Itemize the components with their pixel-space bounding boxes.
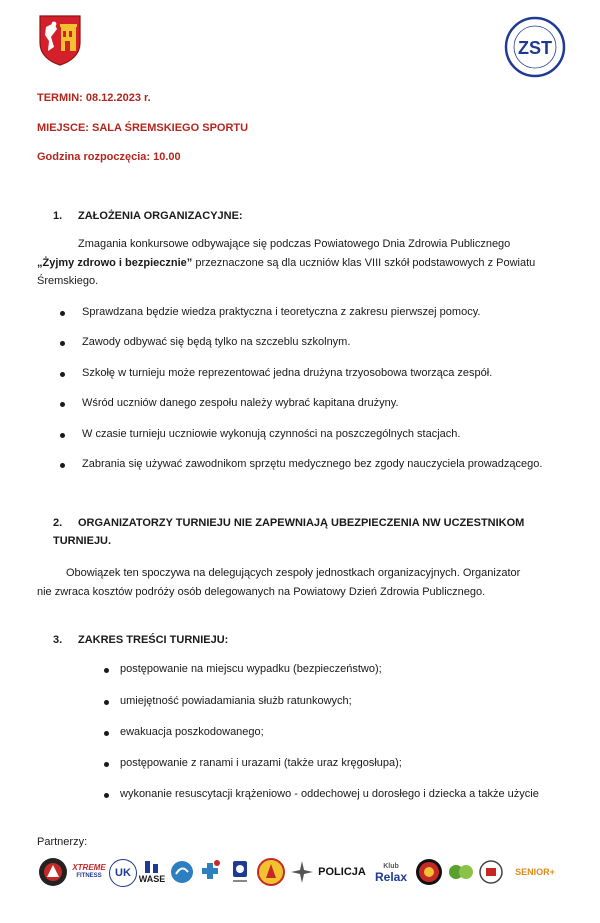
partner-logo-emblem	[478, 856, 504, 888]
partner-logo-sport	[169, 856, 195, 888]
partner-logo-star	[288, 856, 316, 888]
section-2-number: 2.	[53, 517, 63, 529]
section-2-title-line2: TURNIEJU.	[53, 535, 112, 547]
zst-logo-text: ZST	[518, 38, 552, 58]
partner-logo-bank	[227, 856, 253, 888]
document-page: ZST TERMIN: 08.12.2023 r. MIEJSCE: SALA ŚREMSKIEGO SPORTU Godzina rozpoczęcia: 10.00 1. ZAŁOŻENIA ORGANIZACYJNE: Zmagania konkursowe odbywające się podczas Powiatowego Dnia Zdrowia Publicznego „Żyjmy zdrowo i bezpiecznie” przeznaczone są dla uczniów klas VIII szkół podstawowych z Powiatu Śremskiego. Sprawdzana będzie wiedza praktyczna i teoretyczna z zakresu pierwszej pomocy. Zawody odbywać się będą tylko na szczeblu szkolnym. Szkołę w turnieju może reprezentować jedna drużyna trzyosobowa tworząca zespół. Wśród uczniów danego zespołu należy wybrać kapitana drużyny. W czasie turnieju uczniowie wykonują czynności na poszczególnych stacjach. Zabrania się używać zawodnikom sprzętu medycznego bez zgody nauczyciela prowadzącego. 2. ORGANIZATORZY TURNIEJU NIE ZAPEWNIAJĄ UBEZPIECZENIA NW UCZESTNIKOM TURNIEJU. Obowiązek ten spoczywa na delegujących zespoły jednostkach organizacyjnych. Organizator nie zwraca kosztów podróży osób delegowanych na Powiatowy Dzień Zdrowia Publicznego. 3. ZAKRES TREŚCI TURNIEJU: postępowanie na miejscu wypadku (bezpieczeństwo); umiejętność powiadamiania służb ratunkowych; ewakuacja poszkodowanego; postępowanie z ranami i urazami (także uraz kręgosłupa); wykonanie resuscytacji krążeniowo - oddechowej u dorosłego i dziecka a także użycie Partnerzy: XTREME FITNESS UK WASE POLICJA Klub Relax SENIOR+	[0, 0, 600, 923]
zst-school-logo	[504, 16, 566, 78]
section-2-body-line2: nie zwraca kosztów podróży osób delegowanych na Powiatowy Dzień Zdrowia Publicznego.	[37, 586, 486, 598]
section-1-intro-line3: Śremskiego.	[37, 275, 99, 287]
bullet-icon	[60, 372, 65, 377]
partner-logo-green	[446, 856, 476, 888]
partner-logo-wase: WASE	[137, 856, 167, 888]
bullet-icon	[60, 311, 65, 316]
coat-of-arms-logo	[37, 13, 83, 67]
partner-logo-1	[38, 856, 68, 888]
intro-quote: „Żyjmy zdrowo i bezpiecznie”	[37, 257, 193, 269]
bullet-icon	[60, 341, 65, 346]
partner-logo-relax: Klub Relax	[374, 863, 408, 884]
section-1-number: 1.	[53, 210, 63, 222]
partner-logo-policja: POLICJA	[318, 866, 366, 878]
bullet-icon	[104, 668, 109, 673]
partner-logo-health	[197, 856, 223, 888]
section-1-intro-line2	[37, 255, 535, 272]
godzina-line: Godzina rozpoczęcia: 10.00	[37, 151, 181, 163]
bullet-icon	[60, 463, 65, 468]
bullet-icon	[104, 762, 109, 767]
termin-line: TERMIN: 08.12.2023 r.	[37, 92, 151, 104]
bullet-icon	[60, 433, 65, 438]
bullet-icon	[104, 793, 109, 798]
section-3-title: ZAKRES TREŚCI TURNIEJU:	[78, 634, 229, 646]
partner-logo-firefighters	[256, 856, 286, 888]
section-1-intro-line1: Zmagania konkursowe odbywające się podczas Powiatowego Dnia Zdrowia Publicznego	[78, 238, 511, 250]
section-2-title-line1: ORGANIZATORZY TURNIEJU NIE ZAPEWNIAJĄ UBEZPIECZENIA NW UCZESTNIKOM	[78, 517, 525, 529]
partner-logo-xtreme: XTREME FITNESS	[72, 863, 106, 879]
section-3-number: 3.	[53, 634, 63, 646]
miejsce-line: MIEJSCE: SALA ŚREMSKIEGO SPORTU	[37, 122, 249, 134]
bullet-icon	[104, 731, 109, 736]
section-2-body-line1: Obowiązek ten spoczywa na delegujących zespoły jednostkach organizacyjnych. Organizator	[66, 567, 521, 579]
bullet-icon	[60, 402, 65, 407]
partner-logo-uk: UK	[109, 859, 137, 887]
section-1-title: ZAŁOŻENIA ORGANIZACYJNE:	[78, 210, 243, 222]
intro-line2-rest: przeznaczone są dla uczniów klas VIII szkół podstawowych z Powiatu	[195, 257, 536, 269]
partners-label: Partnerzy:	[37, 836, 88, 848]
bullet-icon	[104, 700, 109, 705]
partner-logo-senior: SENIOR+	[515, 867, 555, 877]
partner-logo-round-red	[414, 856, 444, 888]
